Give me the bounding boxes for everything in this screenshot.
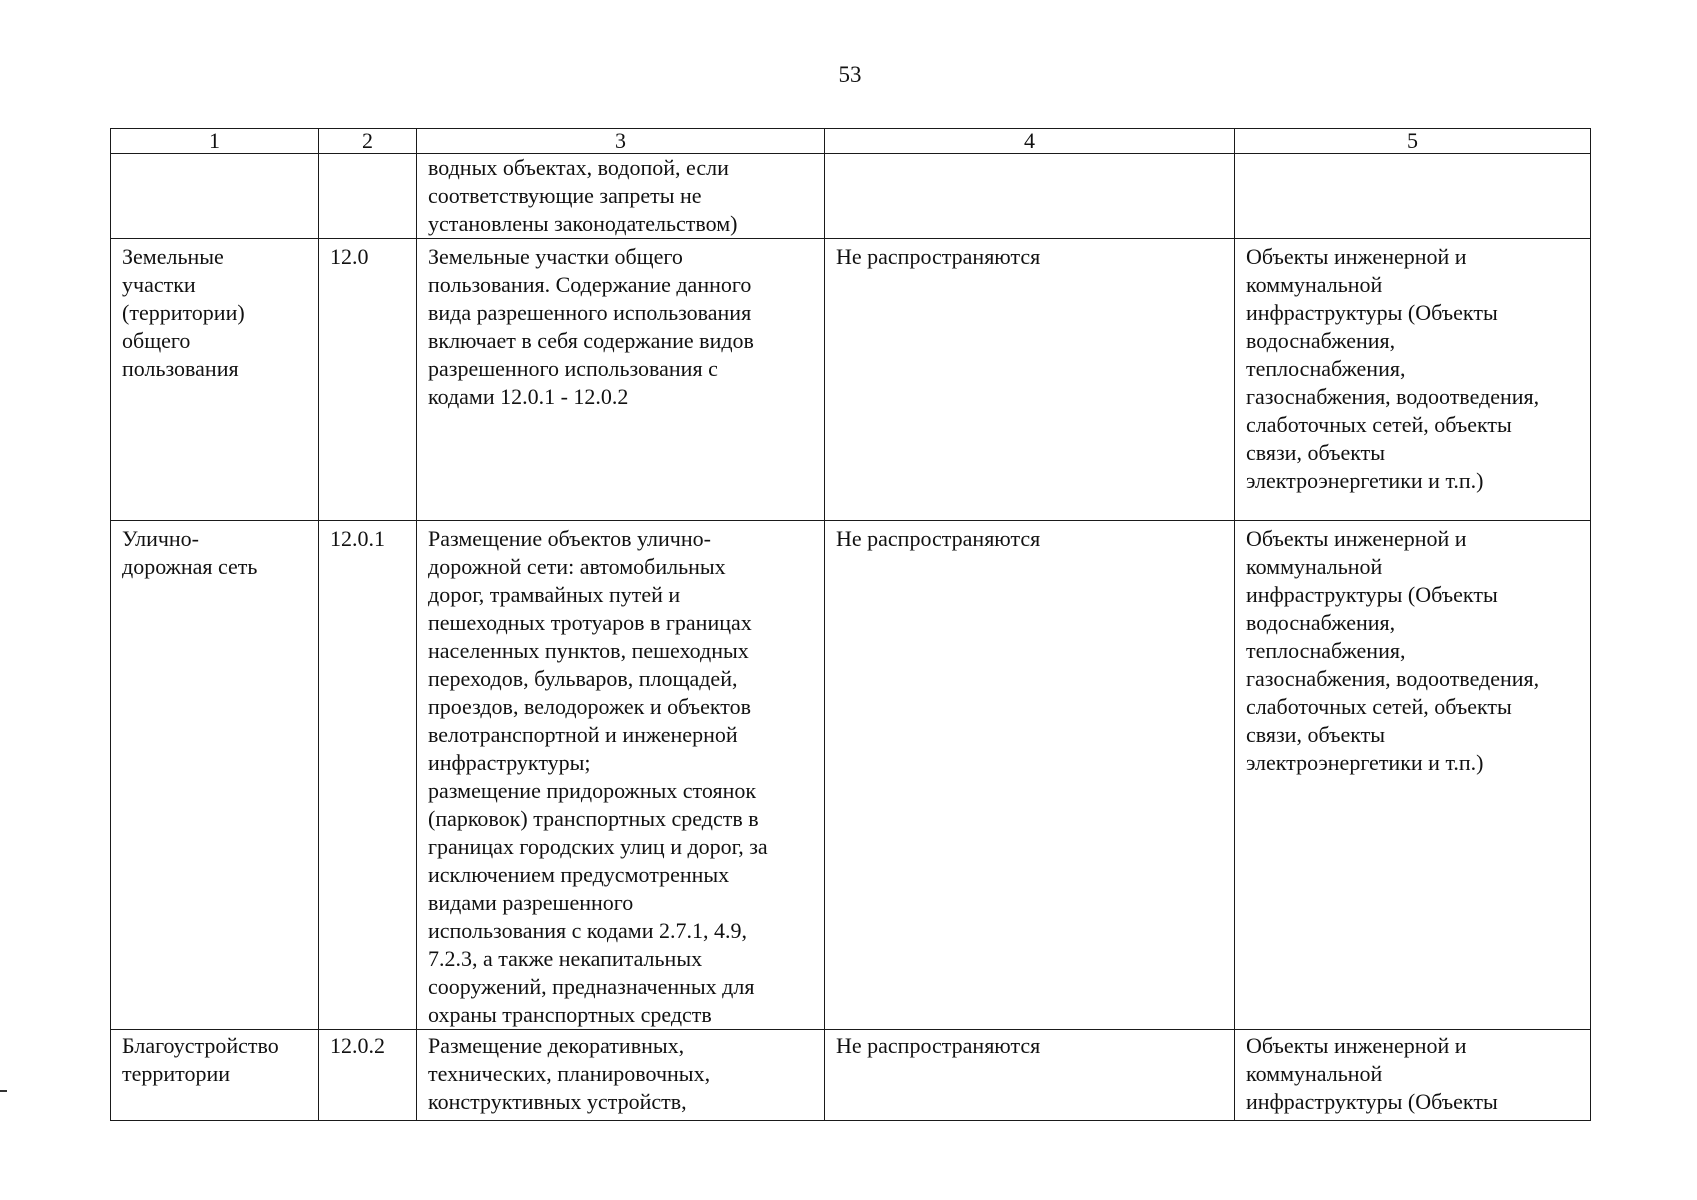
cell-use-name [111,154,319,239]
cell-use-name [111,521,319,1030]
cell-code [319,521,417,1030]
table-row [111,521,1591,1030]
cell-restrictions [825,521,1235,1030]
cell-description [417,239,825,521]
scan-margin-mark [0,1090,7,1092]
cell-restrictions [825,1030,1235,1121]
cell-text: 12.0.2 [330,1033,385,1058]
cell-restrictions [825,239,1235,521]
cell-use-name [111,1030,319,1121]
table-row [111,154,1591,239]
cell-code [319,239,417,521]
cell-restrictions [825,154,1235,239]
cell-permitted-objects [1235,154,1591,239]
cell-text: 12.0 [330,244,369,269]
cell-code [319,154,417,239]
cell-text: 12.0.1 [330,526,385,551]
table-header [111,129,1591,154]
cell-text: Объекты инженерной и коммунальной инфраструктуры (Объекты [1246,1033,1498,1114]
cell-text: Благоустройство территории [122,1033,279,1086]
cell-text: Не распространяются [836,1033,1041,1058]
cell-description [417,521,825,1030]
column-header-3: 3 [417,129,825,154]
table-body [111,154,1591,1121]
page-number: 53 [838,62,862,87]
cell-text: Размещение декоративных, технических, планировочных, конструктивных устройств, [428,1033,711,1114]
column-header-5: 5 [1235,129,1591,154]
cell-permitted-objects [1235,1030,1591,1121]
column-header-2: 2 [319,129,417,154]
column-header-4: 4 [825,129,1235,154]
cell-permitted-objects [1235,521,1591,1030]
cell-description [417,1030,825,1121]
table-row [111,1030,1591,1121]
cell-text: Земельные участки (территории) общего пользования [122,244,245,381]
cell-text: Не распространяются [836,526,1041,551]
cell-text: Объекты инженерной и коммунальной инфраструктуры (Объекты водоснабжения, теплоснабжения, газоснабжения, водоотведения, слаботочных сетей, объекты связи, объекты электроэнергетики и т.п.) [1246,526,1540,775]
cell-text: Не распространяются [836,244,1041,269]
table-row [111,239,1591,521]
land-use-table [110,128,1591,1121]
cell-use-name [111,239,319,521]
cell-description [417,154,825,239]
header-row [111,129,1591,154]
cell-text: Размещение объектов улично- дорожной сети: автомобильных дорог, трамвайных путей и пешеходных тротуаров в границах населенных пунктов, пешеходных переходов, бульваров, площадей, проездов, велодорожек и объектов велотранспортной и инженерной инфраструктуры; размещение придорожных стоянок (парковок) транспортных средств в границах городских улиц и дорог, за исключением предусмотренных видами разрешенного использования с кодами 2.7.1, 4.9, 7.2.3, а также некапитальных сооружений, предназначенных для охраны транспортных средств [428,526,768,1027]
cell-text: Объекты инженерной и коммунальной инфраструктуры (Объекты водоснабжения, теплоснабжения, газоснабжения, водоотведения, слаботочных сетей, объекты связи, объекты электроэнергетики и т.п.) [1246,244,1540,493]
cell-text: Улично- дорожная сеть [122,526,258,579]
cell-text: Земельные участки общего пользования. Содержание данного вида разрешенного использования включает в себя содержание видов разрешенного использования с кодами 12.0.1 - 12.0.2 [428,244,754,409]
cell-text: водных объектах, водопой, если соответствующие запреты не установлены законодательством) [428,155,738,236]
cell-code [319,1030,417,1121]
column-header-1: 1 [111,129,319,154]
cell-permitted-objects [1235,239,1591,521]
